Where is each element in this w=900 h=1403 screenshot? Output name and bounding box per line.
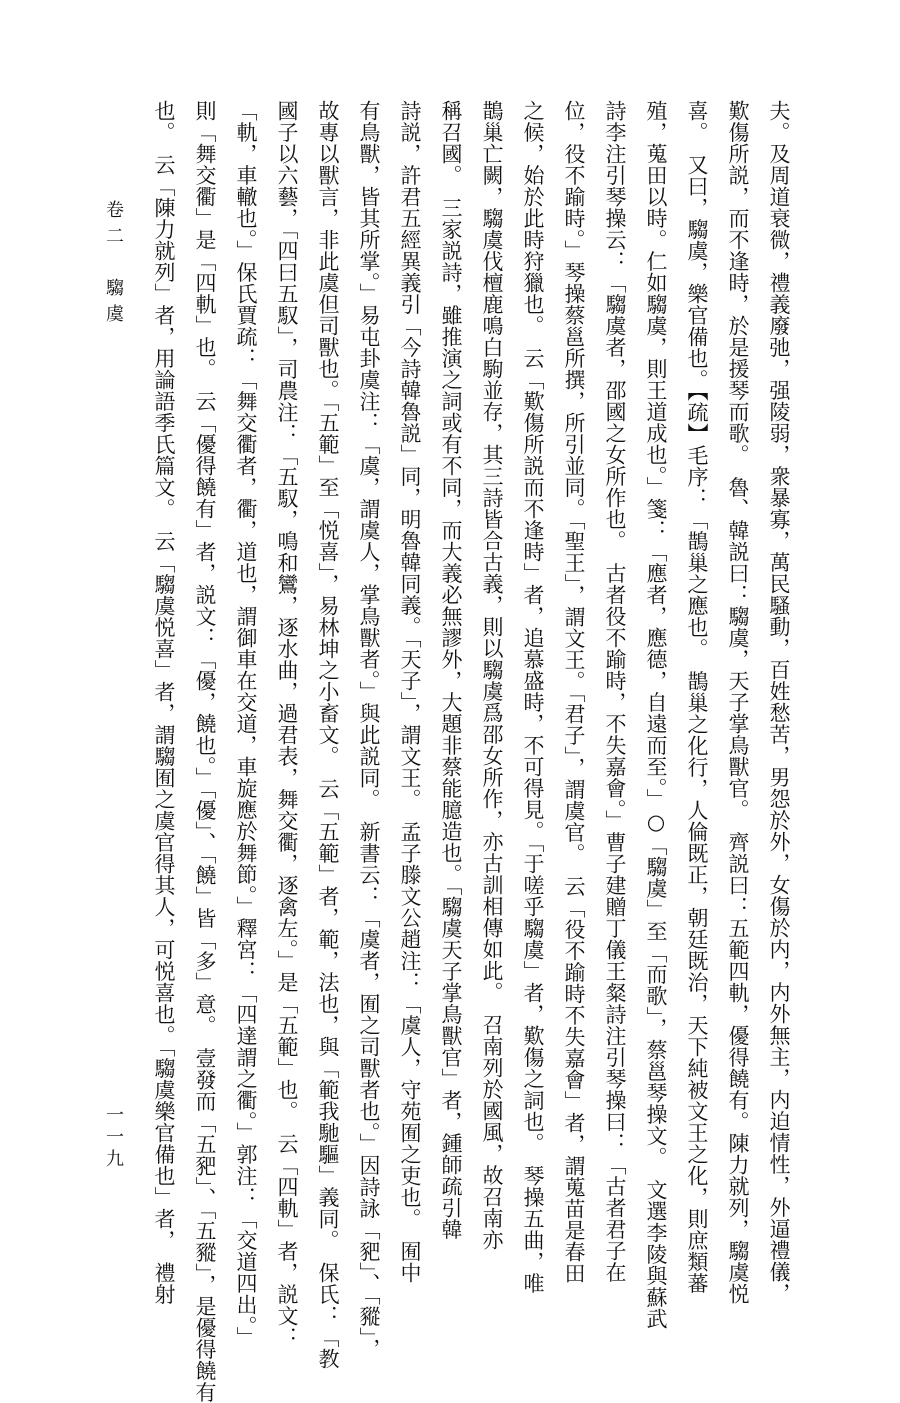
running-header: 卷二 騶虞 — [103, 200, 124, 330]
text-column-15: 則「舞交衢」是「四軌」也。 云「優得饒有」者，説文：「優，饒也。」「優」、「饒」皆「多」意。 壹發而「五豝」、「五豵」，是優得饒有 — [193, 100, 217, 1403]
page-number: 一一九 — [103, 1105, 124, 1171]
text-column-8: 鵲巢亡闕，騶虞伐檀鹿鳴白駒並存，其三詩皆合古義，則以騶虞爲邵女所作，亦古訓相傳如此。 召南列於國風，故召南亦 — [480, 100, 504, 1251]
text-column-16: 也。 云「陳力就列」者，用論語季氏篇文。 云「騶虞悦喜」者，謂騶囿之虞官得其人，可悦喜也。「騶虞樂官備也」者， 禮射 — [152, 100, 176, 1305]
text-column-1: 夫。及周道衰微，禮義廢弛，强陵弱，衆暴寡，萬民騷動，百姓愁苦，男怨於外，女傷於内，内外無主，内迫情性，外逼禮儀， — [767, 100, 791, 1304]
text-column-10: 詩説，許君五經異義引「今詩韓魯説」同，明魯韓同義。「天子」，謂文王。 孟子滕文公趙注：「虞人，守苑囿之吏也。 囿中 — [398, 100, 422, 1284]
text-column-13: 國子以六藝，「四曰五馭」，司農注：「五馭，鳴和鸞，逐水曲，過君表，舞交衢，逐禽左。」是「五範」也。 云「四軌」者，説文： — [275, 100, 299, 1348]
text-column-14: 「軌，車轍也。」保氏賈疏：「舞交衢者，衢，道也，謂御車在交道，車旋應於舞節。」釋宮：「四達謂之衢。」郭注：「交道四出。」 — [234, 100, 258, 1348]
text-column-3: 喜。 又曰，騶虞，樂官備也。【疏】毛序：「鵲巢之應也。 鵲巢之化行，人倫既正，朝廷既治，天下純被文王之化，則庶類蕃 — [685, 100, 709, 1294]
text-column-4: 殖，蒐田以時。仁如騶虞，則王道成也。」箋：「應者，應德，自遠而至。」○「騶虞」至「而歌」，蔡邕琴操文。 文選李陵與蘇武 — [644, 100, 668, 1330]
text-column-11: 有鳥獸，皆其所掌。」易屯卦虞注：「虞，謂虞人，掌鳥獸者。」與此説同。 新書云：「虞者，囿之司獸者也。」因詩詠「豝」、「豵」， — [357, 100, 381, 1360]
text-column-12: 故專以獸言，非此虞但司獸也。「五範」至「悦喜」，易林坤之小畜文。 云「五範」者，範，法也，與「範我馳驅」義同。 保氏：「教 — [316, 100, 340, 1370]
text-column-2: 歎傷所説，而不逢時，於是援琴而歌。 魯、韓説曰：騶虞，天子掌鳥獸官。 齊説曰：五範四軌，優得饒有。陳力就列，騶虞悦 — [726, 100, 750, 1305]
text-column-7: 之候，始於此時狩獵也。 云「歎傷所説而不逢時」者，追慕盛時，不可得見。「于嗟乎騶虞」者，歎傷之詞也。 琴操五曲，唯 — [521, 100, 545, 1294]
text-column-5: 詩李注引琴操云：「騶虞者，邵國之女所作也。 古者役不踰時，不失嘉會。」曹子建贈丁儀王粲詩注引琴操曰：「古者君子在 — [603, 100, 627, 1283]
text-column-6: 位，役不踰時。」琴操蔡邕所撰，所引並同。「聖王」，謂文王。「君子」，謂虞官。 云「役不踰時不失嘉會」者，謂蒐苗是春田 — [562, 100, 586, 1284]
text-column-9: 稱召國。 三家説詩，雖推演之詞或有不同，而大義必無謬外，大題非蔡能臆造也。「騶虞天子掌鳥獸官」者，鍾師疏引韓 — [439, 100, 463, 1240]
